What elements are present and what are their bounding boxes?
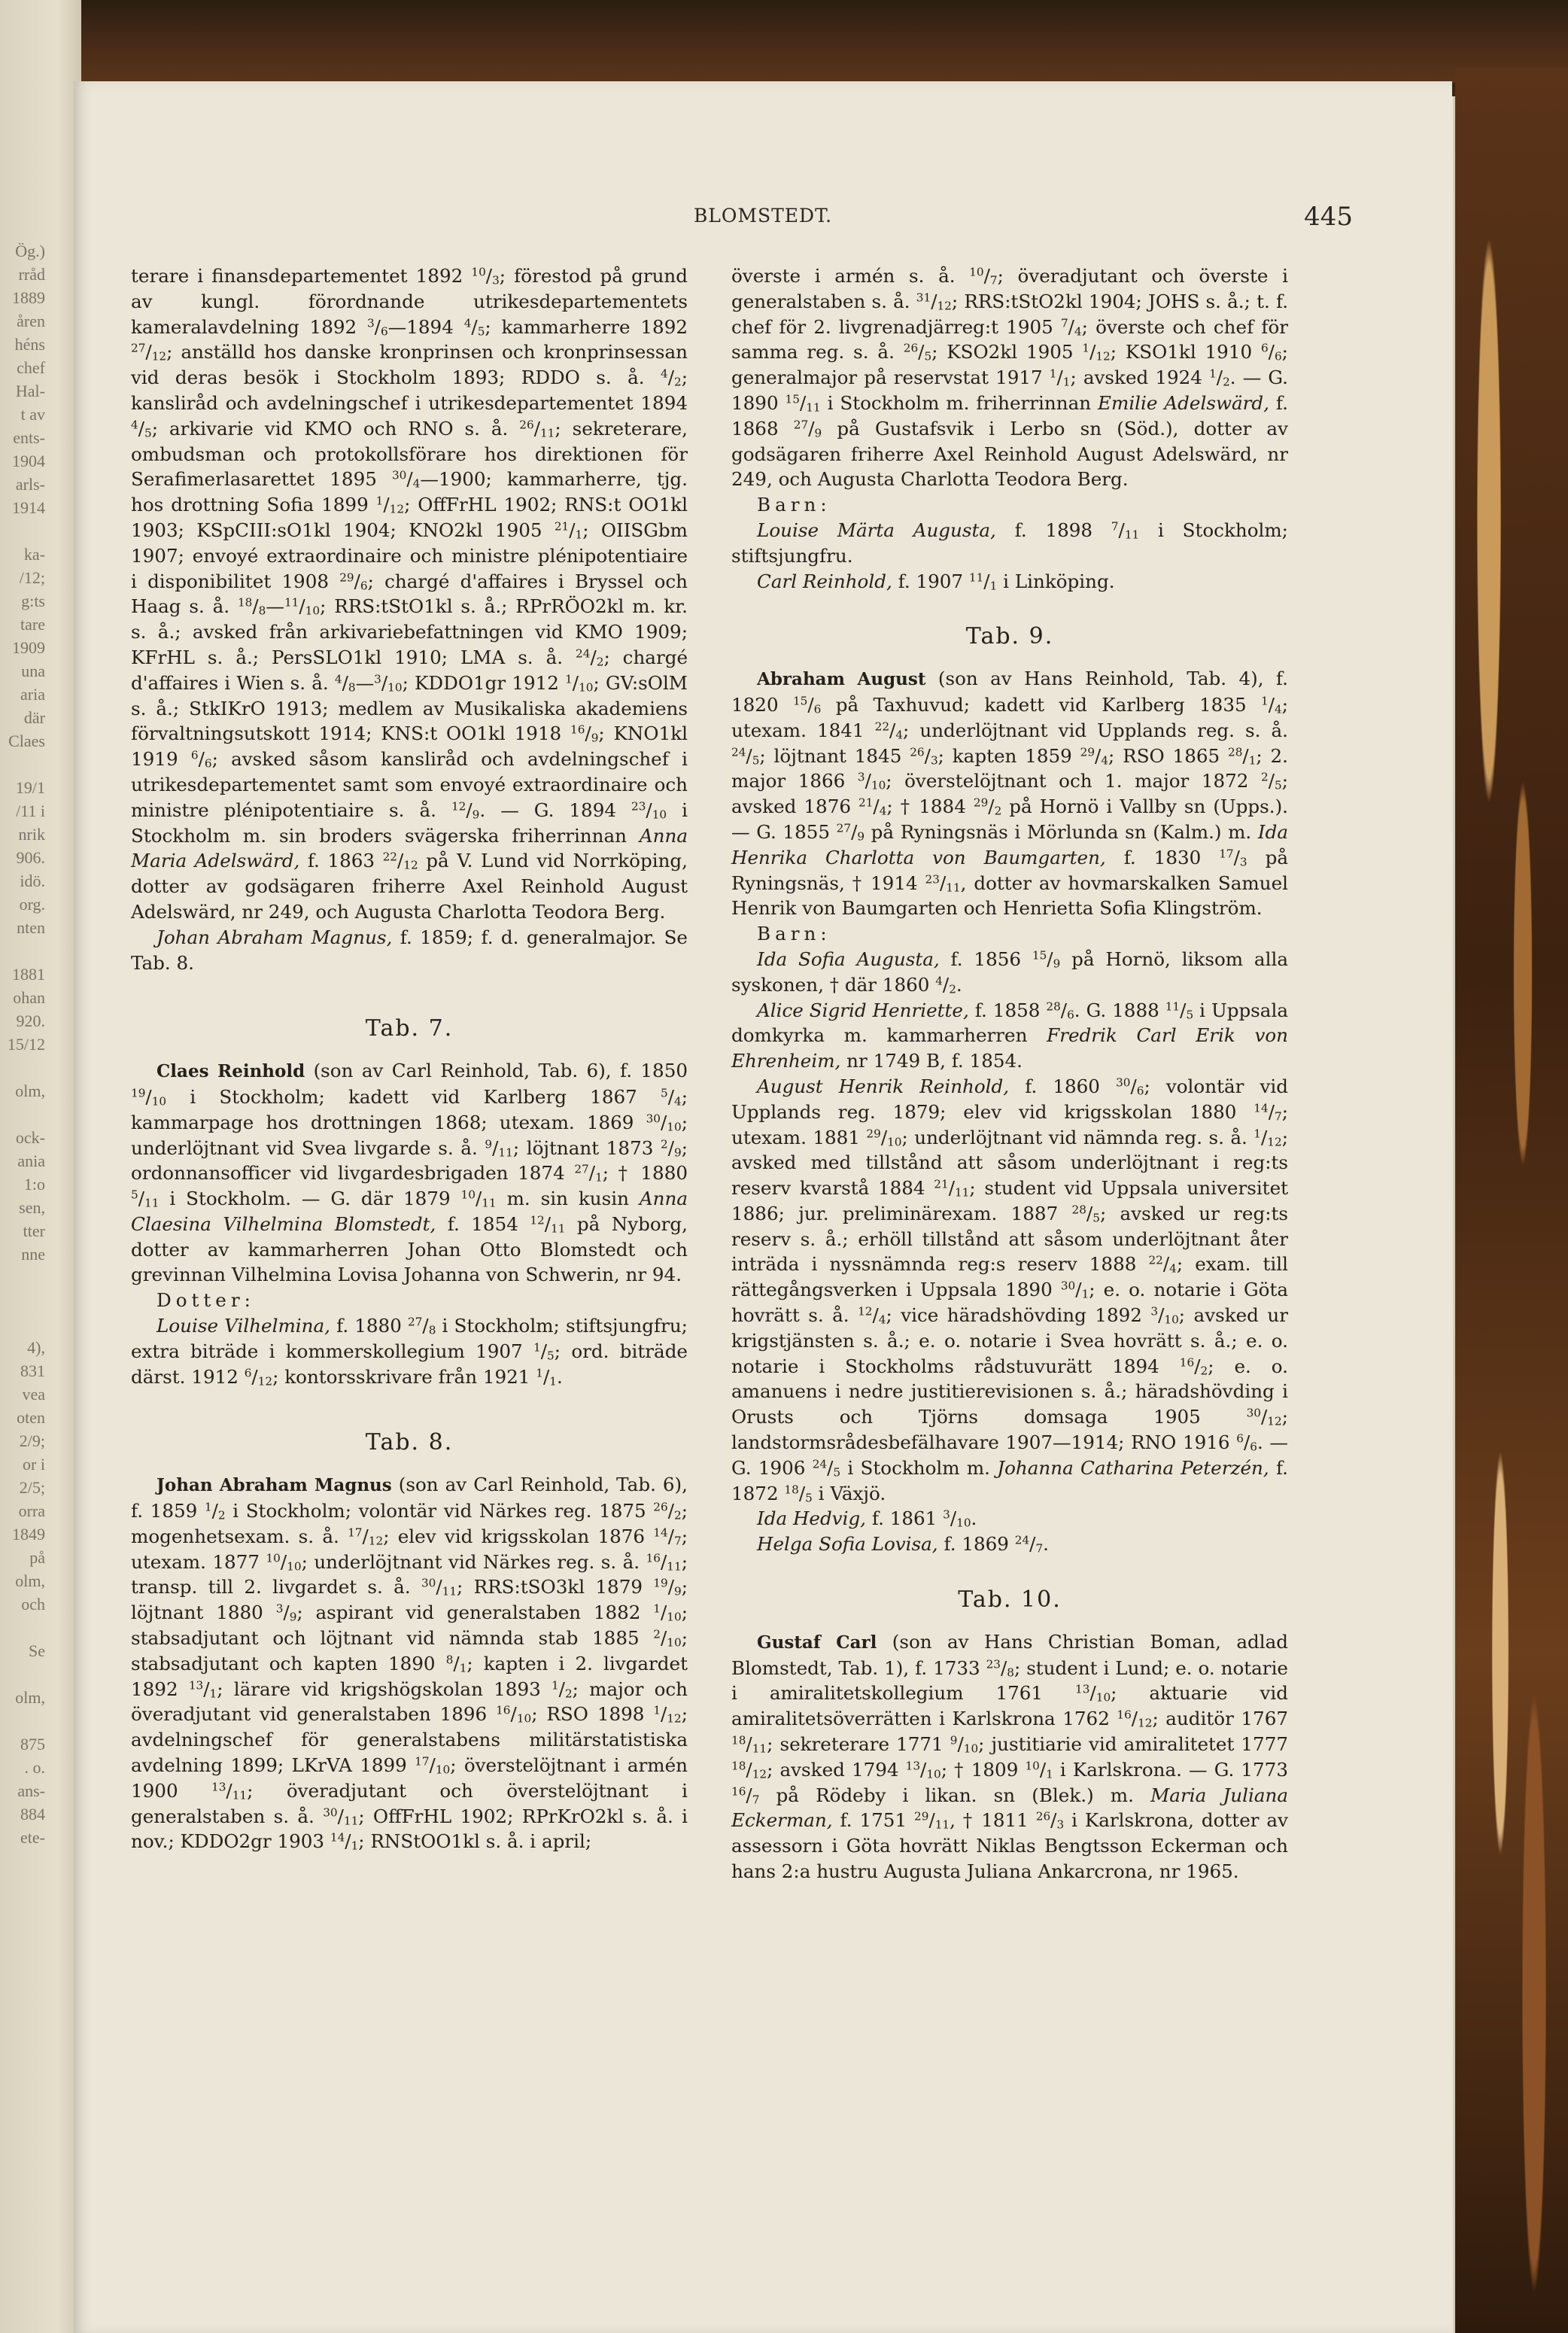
section-heading-tab-8: Tab. 8.	[365, 1429, 454, 1456]
bleed-line: 920.	[16, 1011, 45, 1030]
section-heading-tab-9: Tab. 9.	[965, 623, 1054, 650]
bleed-line	[0, 1662, 45, 1686]
bleed-line: 4),	[27, 1338, 45, 1357]
child-name: Carl Reinhold,	[757, 570, 892, 592]
person-name: Claes Reinhold	[156, 1061, 305, 1082]
section-heading-tab-7: Tab. 7.	[365, 1015, 454, 1042]
text: f. 1859; f. d. generalmajor. Se Tab. 8.	[131, 926, 688, 974]
text: f. 1830 $^{17}/_3$ på Ryningsnäs, † 1914 $^{23}/_{11}$, dotter av hovmarskalken Samuel Henrik von Baumgarten och Henrietta Sofia Klingström.	[731, 846, 1288, 920]
bleed-line	[0, 1313, 45, 1336]
child-name: Louise Vilhelmina,	[156, 1315, 330, 1337]
child-entry	[731, 518, 1288, 569]
bleed-line	[0, 1103, 45, 1126]
section-heading-tab-10: Tab. 10.	[958, 1586, 1062, 1614]
paragraph	[731, 263, 1288, 492]
bleed-line: /11 i	[16, 801, 45, 820]
spouse-name: Anna Maria Adelswärd,	[131, 824, 688, 872]
bleed-line: ania	[17, 1151, 45, 1170]
bleed-line: ock-	[15, 1128, 45, 1147]
bleed-line: Hal-	[15, 382, 45, 400]
book-page	[74, 81, 1452, 2333]
bleed-line	[0, 939, 45, 963]
bleed-line: tter	[23, 1221, 45, 1240]
bleed-line: arls-	[15, 475, 45, 494]
bleed-line	[0, 1266, 45, 1289]
bleed-line: héns	[14, 335, 45, 354]
spouse-name: Emilie Adelswärd,	[1098, 391, 1269, 414]
person-name: Abraham August	[757, 669, 926, 690]
book-top-edge	[0, 0, 1568, 83]
bleed-line: Ög.)	[15, 242, 45, 260]
person-name: Gustaf Carl	[757, 1632, 877, 1653]
bleed-line: orra	[18, 1501, 45, 1520]
bleed-line: ans-	[17, 1781, 45, 1800]
bleed-line: 1909	[12, 638, 45, 657]
bleed-line: 1914	[12, 498, 45, 517]
bleed-line: åren	[17, 312, 45, 330]
bleed-line: olm,	[15, 1688, 45, 1707]
children-label: Barn:	[757, 494, 831, 516]
text: nr 1749 B, f. 1854.	[846, 1050, 1023, 1072]
bleed-line: Claes	[8, 732, 45, 750]
bleed-line: 831	[20, 1361, 45, 1380]
bleed-line: 1881	[12, 965, 45, 984]
text: (son av Hans Reinhold, Tab. 4), f. 1820 $^{15}/_6$ på Taxhuvud; kadett vid Karlberg 1835 $^1/_4$; utexam. 1841 $^{22}/_4$; underlöjtnant vid Upplands reg. s. å. $^{24}/_5$; löjtnant 1845 $^{26}/_3$; kapten 1859 $^{29}/_4$; RSO 1865 $^{28}/_1$; 2. major 1866 $^3/_{10}$; överstelöjtnant och 1. major 1872 $^2/_5$; avsked 1876 $^{21}/_4$; † 1884 $^{29}/_2$ på Hornö i Vallby sn (Upps.). — G. 1855 $^{27}/_9$ på Ryningsnäs i Mörlunda sn (Kalm.) m.	[731, 668, 1289, 844]
text: f. 1856 $^{15}/_9$ på Hornö, liksom alla syskonen, † där 1860 $^4/_2$.	[731, 947, 1288, 996]
bleed-line: rråd	[18, 265, 45, 284]
bleed-line	[0, 1289, 45, 1313]
text: (son av Hans Christian Boman, adlad Blomstedt, Tab. 1), f. 1733 $^{23}/_8$; student i Lund; e. o. notarie i amiralitetskollegium 1761 $^{13}/_{10}$; aktuarie vid amiralitetsöverrätten i Karlskrona 1762 $^{16}/_{12}$; auditör 1767 $^{18}/_{11}$; sekreterare 1771 $^9/_{10}$; justitiarie vid amiralitetet 1777 $^{18}/_{12}$; avsked 1794 $^{13}/_{10}$; † 1809 $^{10}/_1$ i Karlskrona. — G. 1773 $^{16}/_7$ på Rödeby i likan. sn (Blek.) m.	[731, 1630, 1288, 1806]
text: f. 1861 $^3/_{10}$.	[871, 1507, 977, 1530]
bleed-line	[0, 519, 45, 543]
bleed-line: sen,	[19, 1198, 45, 1217]
child-name: August Henrik Reinhold,	[757, 1075, 1010, 1097]
text: f. 1898 $^7/_{11}$ i Stockholm; stiftsjungfru.	[731, 519, 1288, 567]
bleed-line: . o.	[24, 1758, 45, 1777]
bleed-line	[0, 1616, 45, 1639]
child-entry	[731, 947, 1288, 998]
children-label: Dotter:	[156, 1289, 255, 1312]
spouse-name: Maria Juliana Eckerman,	[731, 1784, 1288, 1832]
bleed-line: där	[23, 708, 45, 727]
child-entry	[731, 1074, 1288, 1507]
bleed-line	[0, 1709, 45, 1732]
child-name: Helga Sofia Lovisa,	[757, 1533, 938, 1556]
left-column	[131, 263, 688, 1854]
paragraph	[731, 666, 1288, 921]
bleed-line: 15/12	[7, 1035, 45, 1054]
person-name: Johan Abraham Magnus,	[156, 926, 393, 948]
child-entry	[131, 1313, 688, 1389]
bleed-line: ete-	[20, 1828, 45, 1847]
bleed-line: una	[21, 662, 45, 680]
bleed-line: or i	[23, 1455, 45, 1474]
text: f. 1869 $^{24}/_7$.	[944, 1533, 1049, 1556]
bleed-line: 1889	[12, 288, 45, 307]
text: f. 1872 $^{18}/_5$ i Växjö.	[731, 1456, 1288, 1504]
running-title: BLOMSTEDT.	[693, 205, 833, 227]
bleed-line: aria	[20, 685, 45, 704]
bleed-line: ohan	[13, 988, 45, 1007]
child-name: Louise Märta Augusta,	[757, 519, 996, 541]
spouse-name: Anna Claesina Vilhelmina Blomstedt,	[131, 1188, 688, 1235]
child-name: Alice Sigrid Henriette,	[757, 999, 969, 1021]
bleed-line: oten	[17, 1408, 45, 1427]
bleed-line: nne	[21, 1245, 45, 1264]
paragraph	[131, 1472, 688, 1854]
paragraph	[731, 1629, 1288, 1884]
text: (son av Carl Reinhold, Tab. 6), f. 1859 $^1/_2$ i Stockholm; volontär vid Närkes reg. 1875 $^{26}/_2$; mogenhetsexam. s. å. $^{17}/_{12}$; elev vid krigsskolan 1876 $^{14}/_7$; utexam. 1877 $^{10}/_{10}$; underlöjtnant vid Närkes reg. s. å. $^{16}/_{11}$; transp. till 2. livgardet s. å. $^{30}/_{11}$; RRS:tSO3kl 1879 $^{19}/_9$; löjtnant 1880 $^3/_9$; aspirant vid generalstaben 1882 $^1/_{10}$; stabsadjutant och löjtnant vid nämnda stab 1885 $^2/_{10}$; stabsadjutant och kapten 1890 $^8/_1$; kapten i 2. livgardet 1892 $^{13}/_1$; lärare vid krigshögskolan 1893 $^1/_2$; major och överadjutant vid generalstaben 1896 $^{16}/_{10}$; RSO 1898 $^1/_{12}$; avdelningschef för generalstabens militärstatistiska avdelning 1899; LKrVA 1899 $^{17}/_{10}$; överstelöjtnant i armén 1900 $^{13}/_{11}$; överadjutant och överstelöjtnant i generalstaben s. å. $^{30}/_{11}$; OffFrHL 1902; RPrKrO2kl s. å. i nov.; KDDO2gr 1903 $^{14}/_1$; RNStOO1kl s. å. i april;	[131, 1474, 688, 1853]
bleed-line	[0, 1056, 45, 1079]
bleed-line: ka-	[23, 545, 45, 564]
paragraph	[131, 925, 688, 976]
bleed-line: chef	[17, 358, 45, 377]
bleed-line: ents-	[13, 428, 45, 447]
bleed-line: 906.	[16, 848, 45, 867]
bleed-line: idö.	[20, 871, 45, 890]
text: f. 1854 $^{12}/_{11}$ på Nyborg, dotter av kammarherren Johan Otto Blomstedt och grevinnan Vilhelmina Lovisa Johanna von Schwerin, nr 94.	[131, 1212, 688, 1286]
bleed-line: g:ts	[21, 592, 45, 610]
facing-page-bleed-text	[0, 239, 45, 1849]
bleed-line: nten	[17, 918, 45, 937]
spouse-name: Johanna Catharina Peterzén,	[997, 1456, 1269, 1479]
bleed-line: vea	[22, 1385, 45, 1404]
bleed-line: 875	[20, 1735, 45, 1754]
text: f. 1868 $^{27}/_9$ på Gustafsvik i Lerbo sn (Söd.), dotter av godsägaren friherre Axel Reinhold August Adelswärd, nr 249, och Augusta Charlotta Teodora Berg.	[731, 391, 1288, 491]
child-entry	[731, 569, 1288, 595]
page-number: 445	[1304, 202, 1353, 232]
book-cover-edge	[1455, 68, 1568, 2333]
bleed-line: olm,	[15, 1571, 45, 1590]
children-label: Barn:	[757, 923, 831, 945]
bleed-line: Se	[29, 1641, 45, 1660]
text: (son av Carl Reinhold, Tab. 6), f. 1850 $^{19}/_{10}$ i Stockholm; kadett vid Karlberg 1867 $^5/_4$; kammarpage hos drottningen 1868; utexam. 1869 $^{30}/_{10}$; underlöjtnant vid Svea livgarde s. å. $^9/_{11}$; löjtnant 1873 $^2/_9$; ordonnansofficer vid livgardesbrigaden 1874 $^{27}/_1$; † 1880 $^5/_{11}$ i Stockholm. — G. där 1879 $^{10}/_{11}$ m. sin kusin	[131, 1060, 688, 1210]
spouse-name: Fredrik Carl Erik von Ehrenheim,	[731, 1024, 1288, 1072]
paragraph	[131, 263, 688, 925]
bleed-line: på	[29, 1548, 45, 1567]
text: f. 1860 $^{30}/_6$; volontär vid Upplands reg. 1879; elev vid krigsskolan 1880 $^{14}/_7$; utexam. 1881 $^{29}/_{10}$; underlöjtnant vid nämnda reg. s. å. $^1/_{12}$; avsked med tillstånd att såsom underlöjtnant i reg:ts reserv kvarstå 1884 $^{21}/_{11}$; student vid Uppsala universitet 1886; jur. preliminärexam. 1887 $^{28}/_5$; avsked ur reg:ts reserv s. å.; erhöll tillstånd att såsom underlöjtnant åter inträda i nyssnämnda reg:s reserv 1888 $^{22}/_4$; exam. till rättegångsverken i Uppsala 1890 $^{30}/_1$; e. o. notarie i Göta hovrätt s. å. $^{12}/_4$; vice häradshövding 1892 $^3/_{10}$; avsked ur krigstjänsten s. å.; e. o. notarie i Svea hovrätt s. å.; e. o. notarie i Stockholms rådstuvurätt 1894 $^{16}/_2$; e. o. amanuens i nedre justitierevisionen s. å.; häradshövding i Orusts och Tjörns domsaga 1905 $^{30}/_{12}$; landstormsrådesbefälhavare 1907—1914; RNO 1916 $^6/_6$. — G. 1906 $^{24}/_5$ i Stockholm m.	[731, 1075, 1289, 1480]
spouse-name: Ida Henrika Charlotta von Baumgarten,	[731, 820, 1288, 868]
bleed-line: 884	[20, 1805, 45, 1824]
child-name: Ida Hedvig,	[757, 1507, 867, 1530]
page-header	[74, 202, 1452, 235]
bleed-line: 2/5;	[19, 1478, 45, 1497]
bleed-line: 1904	[12, 452, 45, 470]
person-name: Johan Abraham Magnus	[156, 1475, 392, 1496]
bleed-line: 2/9;	[19, 1431, 45, 1450]
text: f. 1907 $^{11}/_1$ i Linköping.	[898, 570, 1115, 592]
text: f. 1880 $^{27}/_8$ i Stockholm; stiftsjungfru; extra biträde i kommerskollegium 1907 $^1/_5$; ord. biträde därst. 1912 $^6/_{12}$; kontorsskrivare från 1921 $^1/_1$.	[131, 1315, 688, 1388]
child-entry	[731, 1506, 1288, 1532]
bleed-line: och	[21, 1595, 45, 1614]
bleed-line	[0, 753, 45, 776]
right-column	[731, 263, 1288, 1884]
bleed-line: tare	[20, 615, 45, 634]
bleed-line: 1849	[12, 1525, 45, 1544]
child-entry	[731, 1532, 1288, 1557]
bleed-line: nrik	[18, 825, 45, 844]
child-entry	[731, 998, 1288, 1074]
text: f. 1858 $^{28}/_6$. G. 1888 $^{11}/_5$ i Uppsala domkyrka m. kammarherren	[731, 999, 1288, 1047]
bleed-line: olm,	[15, 1081, 45, 1100]
bleed-line: 19/1	[15, 778, 45, 797]
facing-page-edge	[0, 0, 81, 2333]
child-name: Ida Sofia Augusta,	[757, 947, 940, 970]
bleed-line: 1:o	[23, 1175, 45, 1194]
text: överste i armén s. å. $^{10}/_7$; överadjutant och överste i generalstaben s. å. $^{31}/_{12}$; RRS:tStO2kl 1904; JOHS s. å.; t. f. chef för 2. livgrenadjärreg:t 1905 $^7/_4$; överste och chef för samma reg. s. å. $^{26}/_5$; KSO2kl 1905 $^1/_{12}$; KSO1kl 1910 $^6/_6$; generalmajor på reservstat 1917 $^1/_1$; avsked 1924 $^1/_2$. — G. 1890 $^{15}/_{11}$ i Stockholm m. friherrinnan	[731, 265, 1289, 415]
text: terare i finansdepartementet 1892 $^{10}/_3$; förestod på grund av kungl. förordnande utrikesdepartementets kameralavdelning 1892 $^3/_6—1894$ $^4/_5$; kammarherre 1892 $^{27}/_{12}$; anställd hos danske kronprinsen och kronprinsessan vid deras besök i Stockholm 1893; RDDO s. å. $^4/_2$; kansliråd och avdelningschef i utrikesdepartementet 1894 $^4/_5$; arkivarie vid KMO och RNO s. å. $^{26}/_{11}$; sekreterare, ombudsman och protokollsförare hos direktionen för Serafimerlasarettet 1895 $^{30}/_4—1900$; kammarherre, tjg. hos drottning Sofia 1899 $^1/_{12}$; OffFrHL 1902; RNS:t OO1kl 1903; KSpCIII:sO1kl 1904; KNO2kl 1905 $^{21}/_1$; OIISGbm 1907; envoyé extraordinaire och ministre plénipotentiaire i disponibilitet 1908 $^{29}/_6$; chargé d'affaires i Bryssel och Haag s. å. $^{18}/_8—^{11}/_{10}$; RRS:tStO1kl s. å.; RPrRÖO2kl m. kr. s. å.; avsked från arkivariebefattningen vid KMO 1909; KFrHL s. å.; PersSLO1kl 1910; LMA s. å. $^{24}/_2$; chargé d'affaires i Wien s. å. $^4/_8—^3/_{10}$; KDDO1gr 1912 $^1/_{10}$; GV:sOlM s. å.; StkIKrO 1913; medlem av Musikaliska akademiens förvaltningsutskott 1914; KNS:t OO1kl 1918 $^{16}/_9$; KNO1kl 1919 $^6/_6$; avsked såsom kansliråd och avdelningschef i utrikesdepartementet samt som envoyé extraordinaire och ministre plénipotentiaire s. å. $^{12}/_9$. — G. 1894 $^{23}/_{10}$ i Stockholm m. sin broders svägerska friherrinnan	[131, 265, 688, 847]
bleed-line: /12;	[19, 568, 45, 587]
paragraph	[131, 1058, 688, 1288]
bleed-line: t av	[20, 405, 45, 424]
text: f. 1751 $^{29}/_{11}$, † 1811 $^{26}/_3$ i Karlskrona, dotter av assessorn i Göta hovrätt Niklas Bengtsson Eckerman och hans 2:a hustru Augusta Juliana Ankarcrona, nr 1965.	[731, 1809, 1288, 1883]
text: f. 1863 $^{22}/_{12}$ på V. Lund vid Norrköping, dotter av godsägaren friherre Axel Reinhold August Adelswärd, nr 249, och Augusta Charlotta Teodora Berg.	[131, 850, 688, 923]
bleed-line: org.	[19, 895, 45, 914]
